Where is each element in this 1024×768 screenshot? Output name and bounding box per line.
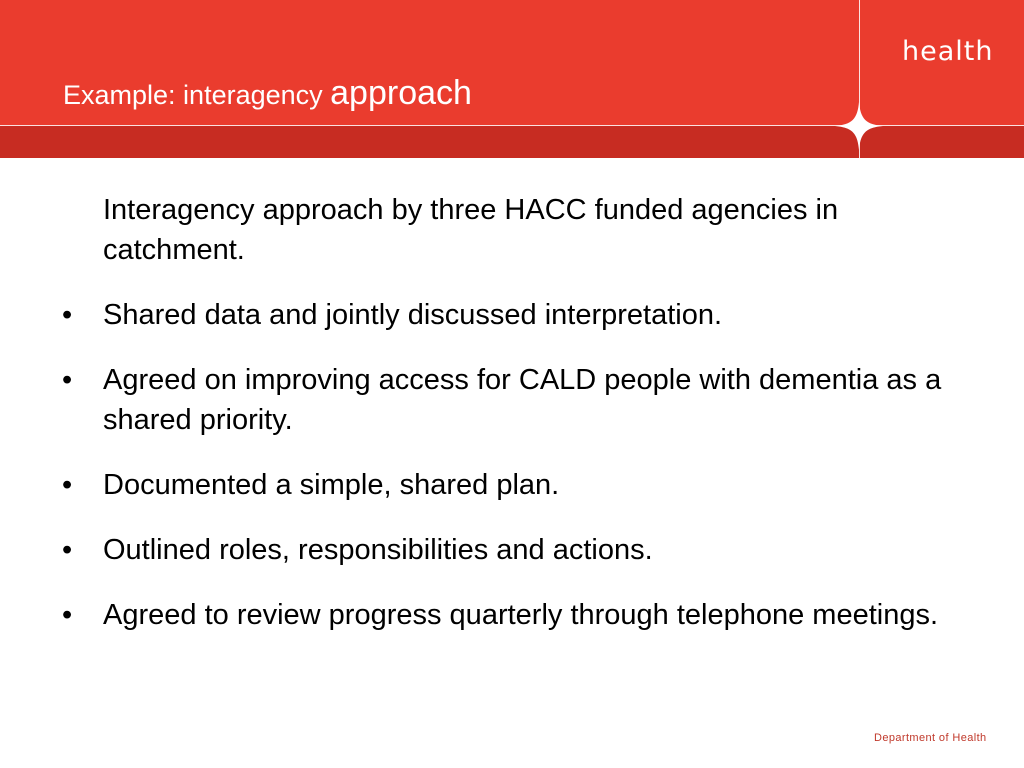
bullet-marker: • bbox=[62, 534, 73, 566]
bullet-item bbox=[62, 295, 942, 335]
brand-logo-text: health bbox=[902, 36, 994, 67]
intro-text: Interagency approach by three HACC funded agencies in catchment. bbox=[103, 194, 839, 266]
intro-paragraph bbox=[62, 190, 942, 270]
slide-title bbox=[63, 74, 472, 113]
bullet-item bbox=[62, 360, 942, 440]
slide-body bbox=[62, 190, 942, 660]
bullet-text: Documented a simple, shared plan. bbox=[103, 469, 560, 501]
bullet-marker: • bbox=[62, 599, 73, 631]
bullet-item bbox=[62, 595, 942, 635]
bullet-text: Agreed on improving access for CALD people with dementia as a shared priority. bbox=[103, 364, 942, 436]
title-part-2: approach bbox=[330, 74, 472, 112]
bullet-item bbox=[62, 465, 942, 505]
bullet-text: Outlined roles, responsibilities and actions. bbox=[103, 534, 653, 566]
header-banner bbox=[0, 0, 1024, 158]
title-part-1: Example: interagency bbox=[63, 80, 331, 110]
bullet-marker: • bbox=[62, 364, 73, 396]
bullet-text: Shared data and jointly discussed interpretation. bbox=[103, 299, 723, 331]
bullet-text: Agreed to review progress quarterly through telephone meetings. bbox=[103, 599, 939, 631]
four-point-star-icon bbox=[835, 102, 883, 150]
bullet-item bbox=[62, 530, 942, 570]
bullet-marker: • bbox=[62, 299, 73, 331]
bullet-marker: • bbox=[62, 469, 73, 501]
department-footer-logo: Department of Health bbox=[874, 732, 987, 744]
